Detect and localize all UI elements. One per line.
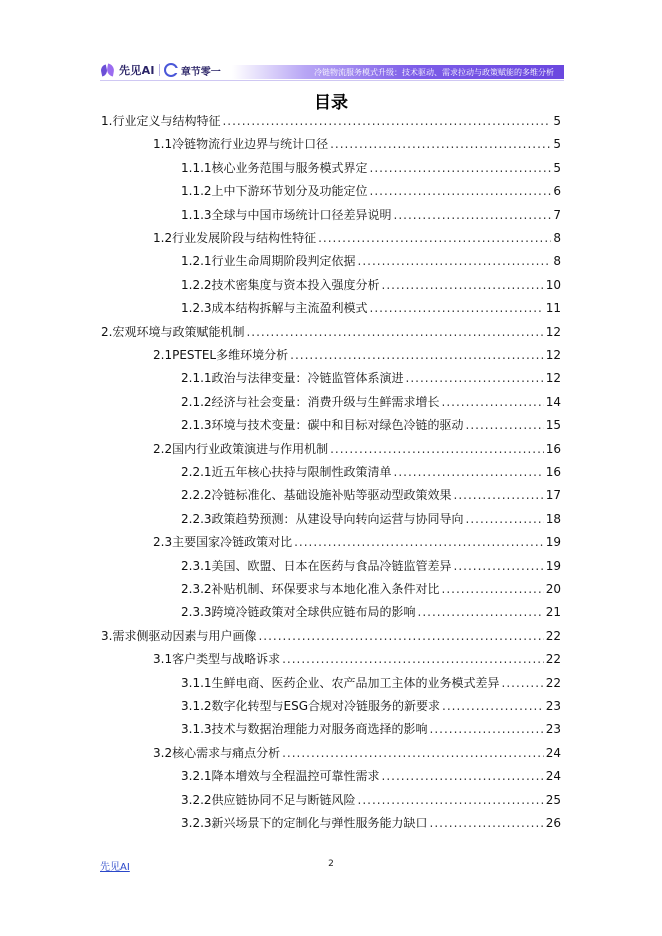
toc-entry-label: 2.3.2补贴机制、环保要求与本地化准入条件对比: [181, 582, 440, 596]
toc-entry-label: 2.1PESTEL多维环境分析: [153, 348, 289, 362]
toc-entry-level-3[interactable]: [181, 674, 561, 694]
toc-leader-dots: [222, 114, 551, 128]
toc-entry-level-3[interactable]: [181, 463, 561, 483]
toc-entry-page: 23: [545, 722, 561, 737]
toc-entry-level-3[interactable]: [181, 557, 561, 577]
toc-entry-label: 2.1.2经济与社会变量：消费升级与生鲜需求增长: [181, 394, 440, 409]
toc-entry-label: 3.1客户类型与战略诉求: [153, 652, 281, 667]
toc-leader-dots: [330, 137, 551, 151]
toc-entry-label: 2.1.3环境与技术变量：碳中和目标对绿色冷链的驱动: [181, 418, 464, 433]
toc-leader-dots: [282, 652, 544, 666]
toc-entry-level-3[interactable]: [181, 814, 561, 834]
toc-entry-page: 20: [545, 582, 561, 596]
toc-entry-page: 17: [545, 488, 561, 503]
toc-entry-label: 3.1.3技术与数据治理能力对服务商选择的影响: [181, 722, 428, 737]
toc-leader-dots: [290, 348, 544, 362]
header-band: [232, 65, 564, 79]
toc-entry-level-2[interactable]: [153, 440, 561, 460]
toc-entry-page: 5: [553, 114, 561, 128]
toc-entry-level-3[interactable]: [181, 767, 561, 787]
toc-entry-page: 16: [545, 465, 561, 479]
toc-entry-level-1[interactable]: [101, 627, 561, 647]
toc-entry-level-2[interactable]: [153, 650, 561, 670]
toc-entry-label: 1.1.2上中下游环节划分及功能定位: [181, 184, 368, 199]
toc-entry-label: 2.2.1近五年核心扶持与限制性政策清单: [181, 465, 392, 479]
toc-entry-page: 22: [545, 675, 561, 690]
toc-entry-level-3[interactable]: [181, 791, 561, 811]
toc-entry-page: 24: [545, 745, 561, 760]
toc-title: 目录: [314, 93, 348, 113]
toc-leader-dots: [454, 559, 544, 573]
toc-entry-level-1[interactable]: [101, 112, 561, 132]
toc-leader-dots: [282, 746, 544, 760]
toc-entry-level-3[interactable]: [181, 369, 561, 389]
toc-entry-label: 1.2行业发展阶段与结构性特征: [153, 231, 317, 245]
toc-entry-label: 3.2.3新兴场景下的定制化与弹性服务能力缺口: [181, 816, 428, 830]
toc-leader-dots: [406, 371, 544, 385]
toc-entry-page: 8: [553, 231, 561, 245]
toc-leader-dots: [370, 301, 544, 315]
toc-entry-label: 1.2.2技术密集度与资本投入强度分析: [181, 277, 380, 292]
header-divider: [100, 80, 564, 81]
toc-entry-page: 8: [553, 254, 561, 269]
toc-entry-level-3[interactable]: [181, 299, 561, 319]
toc-entry-label: 2.2国内行业政策演进与作用机制: [153, 441, 329, 456]
toc-leader-dots: [330, 442, 544, 456]
toc-entry-level-2[interactable]: [153, 744, 561, 764]
toc-leader-dots: [442, 395, 544, 409]
toc-entry-level-2[interactable]: [153, 346, 561, 366]
toc-entry-page: 5: [553, 137, 561, 152]
toc-entry-level-3[interactable]: [181, 697, 561, 717]
toc-entry-page: 18: [545, 511, 561, 526]
toc-entry-page: 7: [553, 207, 561, 222]
toc-entry-label: 3.2核心需求与痛点分析: [153, 745, 281, 760]
page-number: 2: [328, 859, 334, 869]
toc-entry-page: 14: [545, 394, 561, 409]
toc-leader-dots: [466, 512, 544, 526]
toc-leader-dots: [454, 488, 544, 502]
toc-leader-dots: [358, 793, 544, 807]
toc-entry-level-2[interactable]: [153, 229, 561, 249]
page-header: [100, 61, 562, 83]
toc-entry-level-3[interactable]: [181, 252, 561, 272]
toc-leader-dots: [370, 161, 552, 175]
toc-entry-page: 11: [545, 301, 561, 316]
toc-entry-label: 3.1.1生鲜电商、医药企业、农产品加工主体的业务模式差异: [181, 675, 500, 690]
report-subject: 冷链物流服务模式升级：技术驱动、需求拉动与政策赋能的多维分析: [314, 68, 554, 77]
toc-entry-page: 26: [545, 816, 561, 830]
toc-entry-label: 1.行业定义与结构特征: [101, 114, 221, 128]
toc-entry-label: 2.1.1政治与法律变量：冷链监管体系演进: [181, 371, 404, 386]
toc-entry-page: 5: [553, 160, 561, 175]
toc-entry-page: 21: [545, 605, 561, 620]
toc-leader-dots: [294, 535, 544, 549]
toc-entry-level-1[interactable]: [101, 323, 561, 343]
toc-entry-label: 2.3.3跨境冷链政策对全球供应链布局的影响: [181, 605, 416, 620]
toc-entry-level-3[interactable]: [181, 276, 561, 296]
brand-name: 先见AI: [119, 64, 155, 77]
footer-brand-link[interactable]: 先见AI: [100, 862, 130, 873]
toc-entry-label: 3.1.2数字化转型与ESG合规对冷链服务的新要求: [181, 699, 441, 713]
toc-entry-label: 3.2.1降本增效与全程温控可靠性需求: [181, 769, 380, 784]
toc-entry-label: 1.1.1核心业务范围与服务模式界定: [181, 160, 368, 175]
toc-entry-level-2[interactable]: [153, 135, 561, 155]
toc-entry-page: 12: [545, 324, 561, 339]
toc-leader-dots: [502, 676, 544, 690]
leaf-logo-icon: [100, 62, 116, 78]
toc-entry-page: 24: [545, 769, 561, 784]
toc-entry-level-3[interactable]: [181, 393, 561, 413]
toc-entry-label: 1.1冷链物流行业边界与统计口径: [153, 137, 329, 152]
toc-entry-label: 1.2.1行业生命周期阶段判定依据: [181, 254, 356, 269]
toc-entry-page: 19: [545, 535, 561, 550]
toc-leader-dots: [246, 325, 543, 339]
toc-leader-dots: [358, 254, 552, 268]
toc-entry-level-3[interactable]: [181, 510, 561, 530]
toc-entry-page: 12: [545, 348, 561, 362]
toc-leader-dots: [466, 418, 544, 432]
toc-leader-dots: [394, 208, 552, 222]
toc-entry-label: 1.1.3全球与中国市场统计口径差异说明: [181, 207, 392, 222]
toc-entry-label: 2.3.1美国、欧盟、日本在医药与食品冷链监管差异: [181, 558, 452, 573]
toc-leader-dots: [430, 816, 544, 830]
toc-entry-level-2[interactable]: [153, 533, 561, 553]
toc-entry-page: 25: [545, 792, 561, 807]
toc-entry-label: 2.2.3政策趋势预测：从建设导向转向运营与协同导向: [181, 511, 464, 526]
toc-entry-label: 3.2.2供应链协同不足与断链风险: [181, 792, 356, 807]
toc-entry-label: 3.需求侧驱动因素与用户画像: [101, 628, 257, 643]
toc-entry-label: 2.2.2冷链标准化、基础设施补贴等驱动型政策效果: [181, 488, 452, 503]
brand-logo: [100, 61, 221, 79]
toc-entry-level-3[interactable]: [181, 182, 561, 202]
toc-entry-level-3[interactable]: [181, 603, 561, 623]
toc-entry-page: 23: [545, 699, 561, 713]
toc-entry-level-3[interactable]: [181, 206, 561, 226]
toc-entry-page: 22: [545, 652, 561, 667]
toc-entry-page: 10: [545, 277, 561, 292]
logo-divider: [159, 64, 160, 76]
toc-entry-level-3[interactable]: [181, 720, 561, 740]
toc-leader-dots: [258, 629, 543, 643]
toc-entry-level-3[interactable]: [181, 159, 561, 179]
brand2-name: 章节零一: [180, 66, 221, 78]
toc-entry-label: 2.3主要国家冷链政策对比: [153, 535, 293, 550]
toc-entry-page: 12: [545, 371, 561, 386]
toc-entry-page: 19: [545, 558, 561, 573]
toc-leader-dots: [442, 699, 544, 713]
toc-leader-dots: [382, 769, 544, 783]
toc-entry-label: 2.宏观环境与政策赋能机制: [101, 324, 245, 339]
toc-leader-dots: [442, 582, 544, 596]
toc-entry-label: 1.2.3成本结构拆解与主流盈利模式: [181, 301, 368, 316]
toc-leader-dots: [318, 231, 551, 245]
toc-entry-page: 15: [545, 418, 561, 433]
toc-entry-level-3[interactable]: [181, 486, 561, 506]
toc-leader-dots: [430, 722, 544, 736]
toc-entry-page: 22: [545, 628, 561, 643]
toc-leader-dots: [418, 605, 544, 619]
toc-entry-level-3[interactable]: [181, 580, 561, 600]
toc-entry-level-3[interactable]: [181, 416, 561, 436]
toc-leader-dots: [394, 465, 544, 479]
toc-leader-dots: [370, 184, 552, 198]
toc-entry-page: 16: [545, 441, 561, 456]
toc-leader-dots: [382, 278, 544, 292]
ring-logo-icon: [164, 63, 178, 77]
toc-entry-page: 6: [553, 184, 561, 199]
